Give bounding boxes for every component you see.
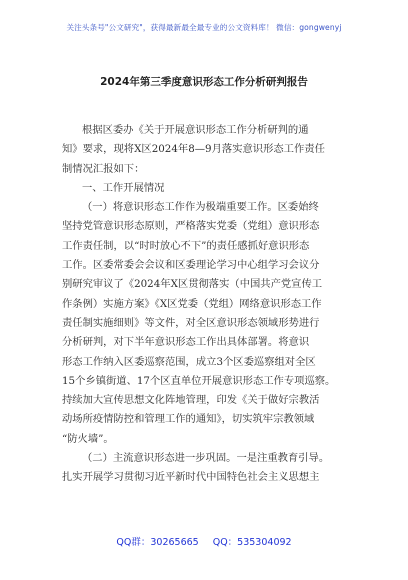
document-body — [62, 121, 354, 488]
document-title: 2024年第三季度意识形态工作分析研判报告 — [100, 76, 308, 88]
body-line: 15个乡镇街道、17个区直单位开展意识形态工作专项巡察。 — [62, 374, 336, 387]
body-line: 持续加大宣传思想文化阵地管理，印发《关于做好宗教活 — [62, 394, 320, 407]
body-line: 知》要求，现将X区2024年8—9月落实意识形态工作责任 — [62, 143, 325, 156]
body-line: 动场所疫情防控和管理工作的通知》，切实筑牢宗教领域 — [62, 413, 315, 426]
body-line: 作条例）实施方案》《X区党委（党组）网络意识形态工作 — [62, 297, 322, 310]
body-line: 工作。区委常委会会议和区委理论学习中心组学习会议分 — [62, 259, 320, 272]
body-line: 责任制实施细则》等文件，对全区意识形态领域形势进行 — [62, 316, 320, 329]
body-line: 根据区委办《关于开展意识形态工作分析研判的通 — [82, 124, 309, 136]
body-line: 分析研判，对下半年意识形态工作出具体部署。将意识 — [62, 336, 310, 349]
footer-qq-group: QQ群：30265665 — [116, 537, 199, 548]
footer-qq: QQ：535304092 — [212, 537, 292, 548]
body-line: 扎实开展学习贯彻习近平新时代中国特色社会主义思想主 — [62, 471, 320, 484]
body-line: 坚持党管意识形态原则，严格落实党委（党组）意识形态 — [62, 220, 320, 233]
section-heading: 一、工作开展情况 — [82, 181, 165, 194]
body-line: 工作责任制，以“时时放心不下”的责任感抓好意识形态 — [62, 239, 310, 252]
body-line: 制情况汇报如下： — [62, 162, 145, 175]
body-line: 别研究审议了《2024年X区贯彻落实（中国共产党宣传工 — [62, 278, 323, 291]
footer-contact — [0, 534, 408, 548]
body-line: （一）将意识形态工作作为极端重要工作。区委始终 — [82, 201, 319, 214]
body-line: “防火墙”。 — [62, 432, 114, 445]
body-line: 形态工作纳入区委巡察范围，成立3个区委巡察组对全区 — [62, 355, 316, 368]
body-line: （二）主流意识形态进一步巩固。一是注重教育引导。 — [82, 452, 330, 465]
header-banner: 关注头条号"公文研究"，获得最新最全最专业的公文资料库！ 微信：gongwenyj — [66, 23, 342, 32]
